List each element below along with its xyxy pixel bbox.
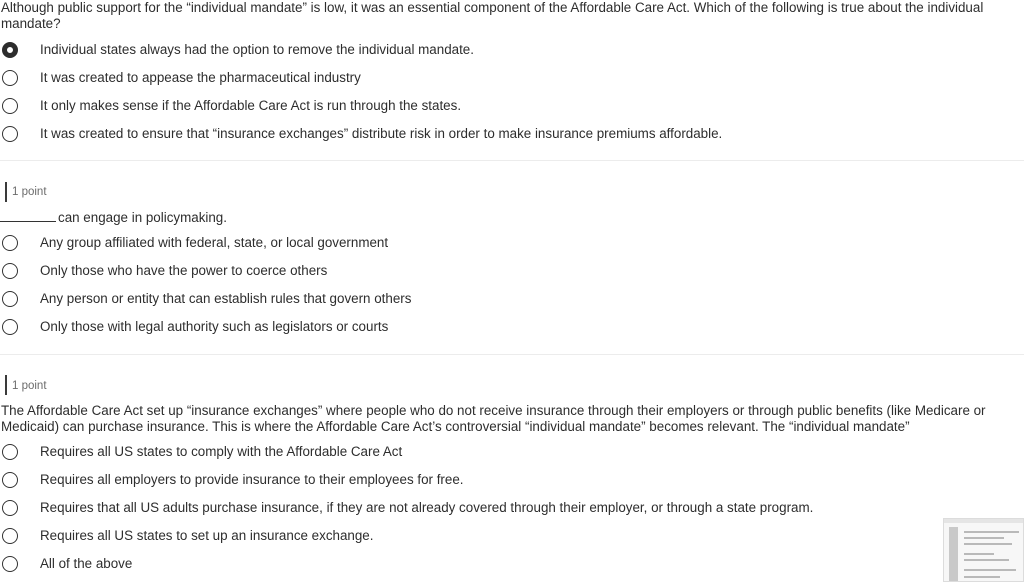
radio-icon[interactable] — [2, 70, 18, 86]
question-1-option-1[interactable] — [0, 36, 1024, 64]
question-1-option-2[interactable] — [0, 64, 1024, 92]
question-2-option-3[interactable] — [0, 285, 1024, 313]
question-3-option-3[interactable] — [0, 494, 1024, 522]
question-2-option-1[interactable] — [0, 229, 1024, 257]
question-divider — [0, 354, 1024, 355]
question-2-prompt-text: can engage in policymaking. — [58, 210, 227, 225]
option-label[interactable]: It was created to appease the pharmaceutical industry — [40, 70, 361, 85]
points-marker — [5, 375, 7, 395]
radio-icon[interactable] — [2, 235, 18, 251]
option-label[interactable]: Only those with legal authority such as legislators or courts — [40, 319, 389, 334]
option-label[interactable]: Requires that all US adults purchase insurance, if they are not already covered through their employer, or through a state program. — [40, 500, 814, 515]
option-label[interactable]: It only makes sense if the Affordable Care Act is run through the states. — [40, 98, 462, 113]
question-1-option-3[interactable] — [0, 92, 1024, 120]
question-3-prompt: The Affordable Care Act set up “insurance exchanges” where people who do not receive insurance through their employers or through public benefits (like Medicare or Medicaid) can purchase insurance. This is where the Affordable Care Act’s controversial “individual mandate” becomes relevant. The “individual mandate” — [1, 403, 986, 434]
radio-icon[interactable] — [2, 444, 18, 460]
option-label[interactable]: It was created to ensure that “insurance exchanges” distribute risk in order to make insurance premiums affordable. — [40, 126, 723, 141]
thumbnail-sidebar — [949, 527, 958, 582]
option-label[interactable]: Requires all US states to set up an insurance exchange. — [40, 528, 374, 543]
thumbnail-line — [964, 537, 1004, 539]
radio-icon[interactable] — [2, 291, 18, 307]
thumbnail-line — [964, 543, 1012, 545]
radio-icon[interactable] — [2, 556, 18, 572]
question-1 — [0, 0, 1024, 148]
fill-in-blank — [0, 209, 56, 222]
option-label[interactable]: Only those who have the power to coerce others — [40, 263, 328, 278]
radio-icon[interactable] — [2, 319, 18, 335]
question-2 — [0, 209, 1024, 341]
thumbnail-line — [964, 559, 1009, 561]
thumbnail-toolbar — [944, 519, 1024, 523]
option-label[interactable]: Individual states always had the option to remove the individual mandate. — [40, 42, 474, 57]
option-label[interactable]: Requires all US states to comply with the Affordable Care Act — [40, 444, 403, 459]
question-1-options — [0, 36, 1024, 148]
thumbnail-line — [964, 576, 1000, 578]
thumbnail-line — [964, 531, 1019, 533]
radio-icon[interactable] — [2, 528, 18, 544]
option-label[interactable]: Requires all employers to provide insurance to their employees for free. — [40, 472, 464, 487]
radio-icon[interactable] — [2, 126, 18, 142]
screenshot-thumbnail[interactable] — [943, 518, 1024, 582]
question-3-option-1[interactable] — [0, 438, 1024, 466]
question-3-option-5[interactable] — [0, 550, 1024, 578]
question-2-options — [0, 229, 1024, 341]
question-1-option-4[interactable] — [0, 120, 1024, 148]
question-3-options — [0, 438, 1024, 578]
option-label[interactable]: Any person or entity that can establish rules that govern others — [40, 291, 412, 306]
question-3-option-2[interactable] — [0, 466, 1024, 494]
thumbnail-line — [964, 569, 1016, 571]
radio-icon[interactable] — [2, 472, 18, 488]
option-label[interactable]: Any group affiliated with federal, state, or local government — [40, 235, 389, 250]
question-divider — [0, 160, 1024, 161]
points-marker — [5, 182, 7, 202]
radio-icon[interactable] — [2, 263, 18, 279]
radio-icon[interactable] — [2, 500, 18, 516]
question-2-prompt — [0, 209, 1024, 226]
question-3 — [0, 403, 1024, 578]
radio-selected-icon[interactable] — [2, 42, 18, 58]
question-3-points: 1 point — [12, 380, 47, 392]
question-2-option-4[interactable] — [0, 313, 1024, 341]
question-2-option-2[interactable] — [0, 257, 1024, 285]
question-1-prompt: Although public support for the “individual mandate” is low, it was an essential component of the Affordable Care Act. Which of the following is true about the individual mandate? — [1, 0, 984, 31]
option-label[interactable]: All of the above — [40, 556, 133, 571]
radio-icon[interactable] — [2, 98, 18, 114]
question-3-option-4[interactable] — [0, 522, 1024, 550]
thumbnail-line — [964, 553, 994, 555]
question-2-points: 1 point — [12, 186, 47, 198]
